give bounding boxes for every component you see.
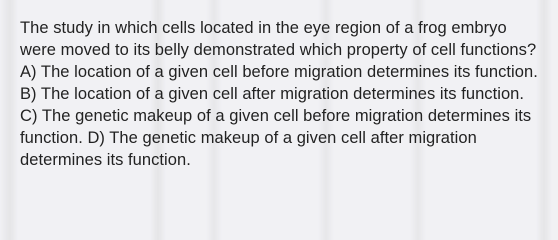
question-text: The study in which cells located in the eye region of a frog embryo were moved to its belly demonstrated which property of cell functions? A) The location of a given cell before migration determines its function. B) The location of a given cell after migration determines its function. C) The genetic makeup of a given cell before migration determines its function. D) The genetic makeup of a given cell after migration determines its function. (20, 19, 538, 169)
